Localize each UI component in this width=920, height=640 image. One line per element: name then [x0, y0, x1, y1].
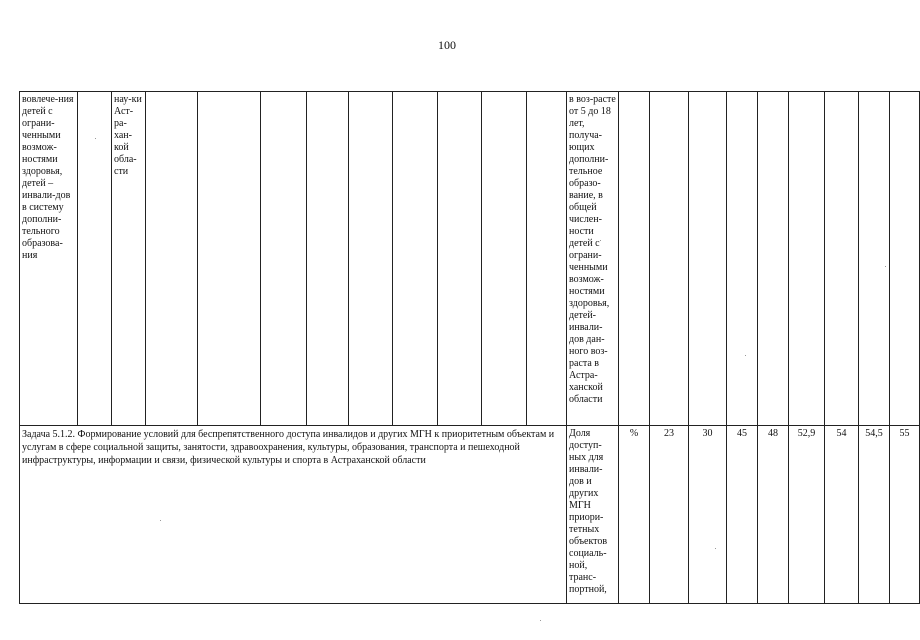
empty-cell	[650, 92, 689, 426]
value-cell: 54,5	[859, 426, 890, 604]
value-cell: 52,9	[789, 426, 825, 604]
empty-cell	[307, 92, 349, 426]
table-row	[20, 92, 920, 426]
value-cell: 23	[650, 426, 689, 604]
empty-cell	[825, 92, 859, 426]
empty-cell	[146, 92, 198, 426]
indicator-cell: в воз-расте от 5 до 18 лет, получа-ющих дополни-тельное образо-вание, в общей числен-ности детей с ограни-ченными возмож-ностями здоровья, детей-инвали-дов дан-ного воз-раста в Астра-ханской области	[567, 92, 619, 426]
value-cell: 30	[689, 426, 727, 604]
program-table	[19, 91, 920, 604]
value-cell: 45	[727, 426, 758, 604]
measure-name-cell: вовлече-ния детей с ограни-ченными возмож-ностями здоровья, детей – инвали-дов в систему дополни-тельного образова-ния	[20, 92, 78, 426]
empty-cell	[261, 92, 307, 426]
value-cell: 48	[758, 426, 789, 604]
empty-cell	[438, 92, 482, 426]
value-cell: 55	[890, 426, 920, 604]
value-cell: 54	[825, 426, 859, 604]
scan-speck	[745, 355, 746, 356]
empty-cell	[482, 92, 527, 426]
empty-cell	[727, 92, 758, 426]
table-row	[20, 426, 920, 604]
scan-speck	[715, 548, 716, 549]
empty-cell	[789, 92, 825, 426]
scan-speck	[95, 138, 96, 139]
empty-cell	[619, 92, 650, 426]
scan-speck	[540, 620, 541, 621]
scan-speck	[885, 266, 886, 267]
empty-cell	[689, 92, 727, 426]
empty-cell	[527, 92, 567, 426]
task-description-cell: Задача 5.1.2. Формирование условий для беспрепятственного доступа инвалидов и других МГН к приоритетным объектам и услугам в сфере социальной защиты, занятости, здравоохранения, культуры, образования, транспорта и пешеходной инфраструктуры, информации и связи, физической культуры и спорта в Астраханской области	[20, 426, 567, 604]
page-number: 100	[438, 38, 456, 52]
indicator-cell: Доля доступ-ных для инвали-дов и других МГН приори-тетных объектов социаль-ной, транс-портной,	[567, 426, 619, 604]
empty-cell	[758, 92, 789, 426]
empty-cell	[78, 92, 112, 426]
scan-speck	[160, 520, 161, 521]
unit-cell: %	[619, 426, 650, 604]
empty-cell	[393, 92, 438, 426]
executor-cell: нау-ки Аст-ра-хан-кой обла-сти	[112, 92, 146, 426]
empty-cell	[349, 92, 393, 426]
empty-cell	[859, 92, 890, 426]
scan-speck	[600, 240, 601, 241]
empty-cell	[198, 92, 261, 426]
empty-cell	[890, 92, 920, 426]
